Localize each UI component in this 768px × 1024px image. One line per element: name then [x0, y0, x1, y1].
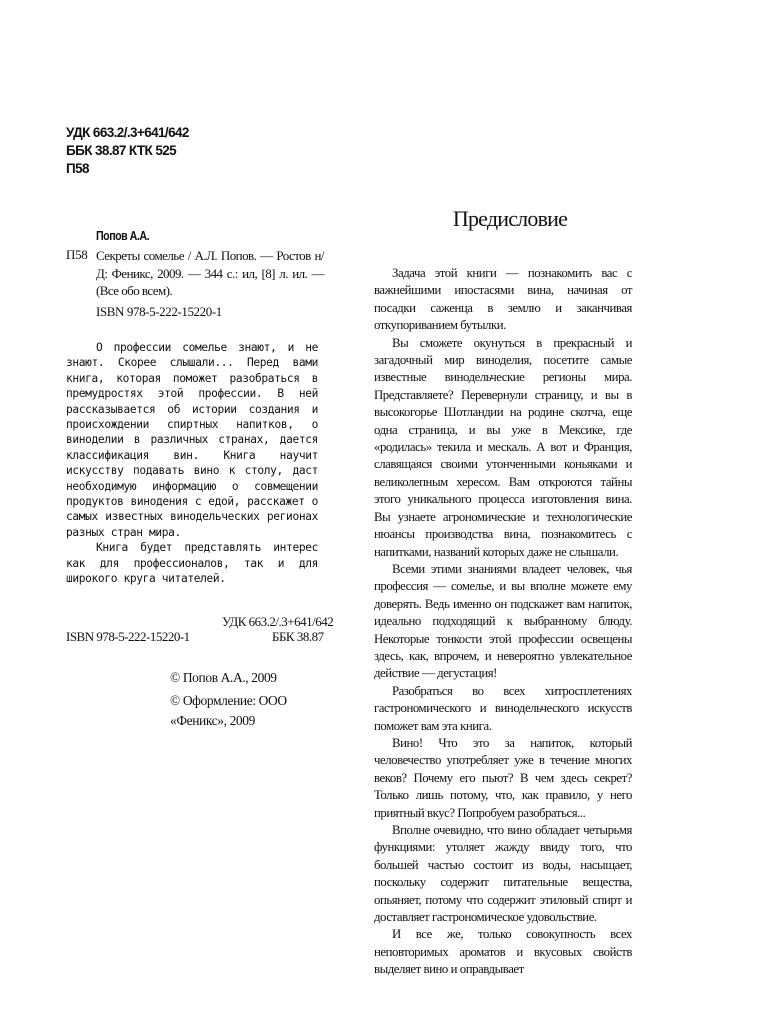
preface-paragraph: И все же, только совокупность всех неповторимых ароматов и вкусовых свойств выделяет вино и оправдывает [374, 927, 632, 977]
classification-codes [66, 124, 216, 178]
bibliographic-record: Секреты сомелье / А.Л. Попов. — Ростов н/Д: Феникс, 2009. — 344 с.: ил, [8] л. ил. — (Все обо всем). [96, 248, 324, 298]
author-name: Попов А.А. [96, 228, 150, 243]
copyright-author: © Попов А.А., 2009 [170, 670, 277, 685]
preface-paragraph: Вино! Что это за напиток, который человечество употребляет уже в течение многих веков? Почему его пьют? В чем здесь секрет? Только лишь потому, что, как правило, у него приятный вкус? Попробуем разобраться... [374, 735, 632, 820]
page-title: Предисловие [452, 206, 568, 231]
udk-bottom: УДК 663.2/.3+641/642 [222, 614, 334, 629]
preface-text [374, 265, 632, 979]
annotation-paragraph: О профессии сомелье знают, и не знают. Скорее слышали... Перед вами книга, которая поможет разобраться в премудростях этой профессии. В ней рассказывается об истории создания и происхождении спиртных напитков, о виноделии в различных странах, дается классификация вин. Книга научит искусству подавать вино к столу, даст необходимую информацию о совмещении продуктов винодения с едой, расскажет о самых известных винодельческих регионах разных стран мира. [66, 341, 318, 539]
preface-paragraph: Разобраться во всех хитросплетениях гастрономического и винодельческого искусств поможет вам эта книга. [374, 683, 632, 733]
catalog-code: П58 [66, 161, 89, 176]
annotation [66, 340, 318, 587]
copyright-design: © Оформление: ООО «Феникс», 2009 [170, 693, 287, 728]
bbk-code: ББК 38.87 КТК 525 [66, 143, 177, 158]
preface-paragraph: Задача этой книги — познакомить вас с важнейшими ипостасями вина, начиная от посадки саженца в землю и заканчивая откупориванием бутылки. [374, 266, 632, 333]
isbn-bottom: ISBN 978-5-222-15220-1 [66, 629, 190, 644]
copyright-block [170, 668, 330, 734]
entry-code: П58 [66, 247, 88, 262]
preface-paragraph: Всеми этими знаниями владеет человек, чья профессия — сомелье, и вы вполне можете ему доверять. Ведь именно он подскажет вам напиток, идеально подходящий к выбранному блюду. Некоторые тонкости этой профессии освещены здесь, как, впрочем, и невероятно увлекательное действие — дегустация! [374, 561, 632, 681]
preface-paragraph: Вы сможете окунуться в прекрасный и загадочный мир виноделия, посетите самые известные винодельческие регионы мира. Представляете? Перевернули страницу, и вы в высокогорье Шотландии на родине скотча, еще одна страница, и вы уже в Мексике, где «родилась» текила и мескаль. А вот и Франция, славящаяся своими утонченными коньяками и великолепным хересом. Вам откроются тайны этого уникального процесса изготовления вина. Вы узнаете агрономические и технологические нюансы производства вина, познакомитесь с напитками, названий которых даже не слышали. [374, 335, 632, 559]
annotation-paragraph: Книга будет представлять интерес как для профессионалов, так и для широкого круга читателей. [66, 541, 318, 586]
isbn-top: ISBN 978-5-222-15220-1 [96, 304, 222, 319]
udk-code: УДК 663.2/.3+641/642 [66, 125, 189, 140]
bbk-bottom: ББК 38.87 [272, 629, 324, 644]
preface-paragraph: Вполне очевидно, что вино обладает четырьмя функциями: утоляет жажду ввиду того, что большей частью состоит из воды, насыщает, поскольку содержит питательные вещества, опьяняет, потому что содержит этиловый спирт и доставляет гастрономическое удовольствие. [374, 823, 632, 925]
